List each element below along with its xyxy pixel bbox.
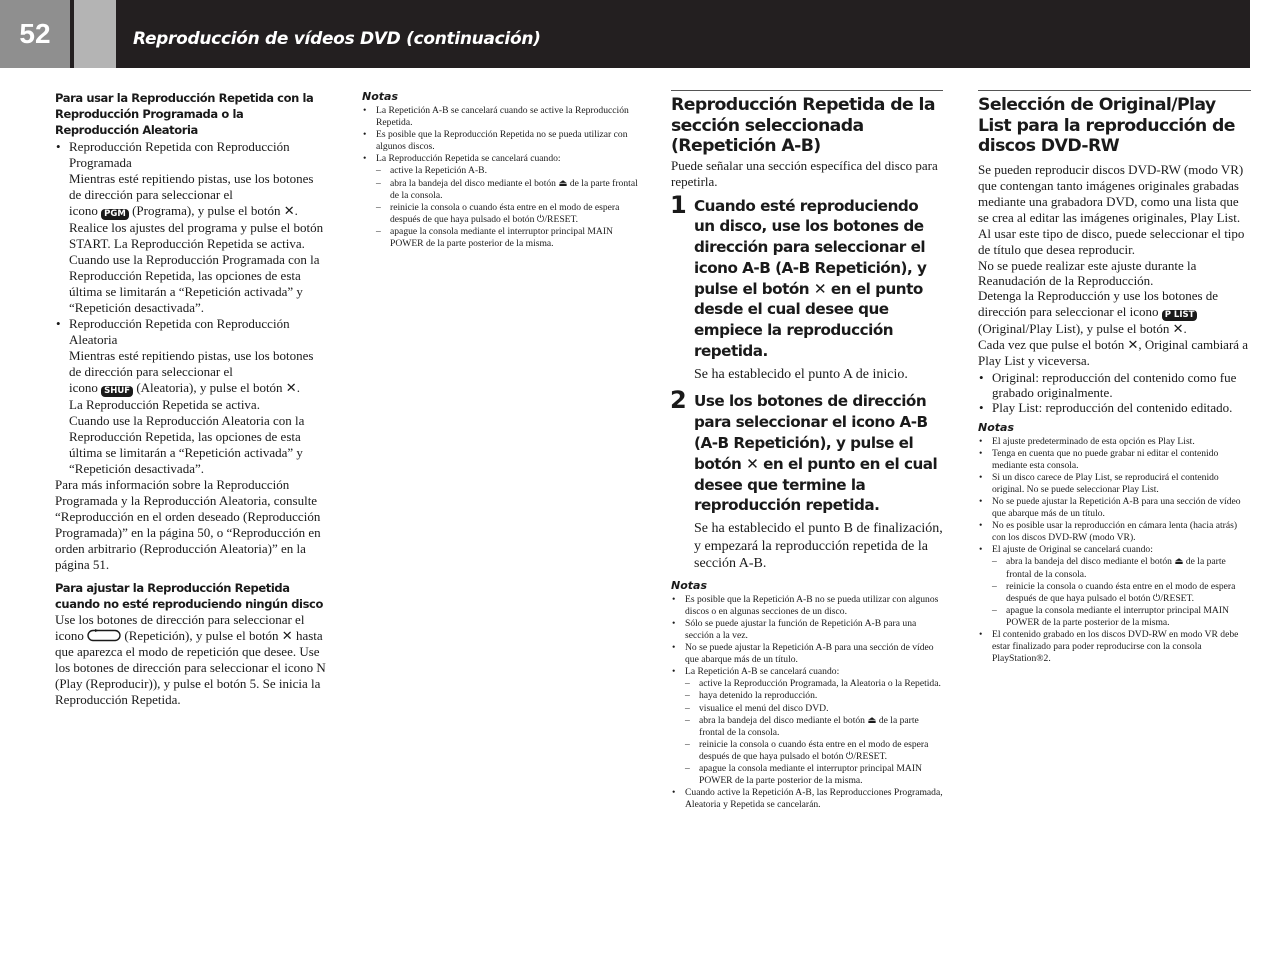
list-item-text: Mientras esté repitiendo pistas, use los botones de dirección para seleccionar el — [69, 348, 314, 379]
note-item: – visualice el menú del disco DVD. — [671, 703, 943, 715]
column-3 — [671, 90, 943, 811]
subheading-repeat-no-disc: Para ajustar la Reproducción Repetida cuando no esté reproduciendo ningún disco — [55, 581, 323, 611]
step-instruction: Use los botones de dirección para seleccionar el icono A-B (A-B Repetición), y pulse el botón ✕ en el punto en el cual desee que termine la reproducción repetida. — [694, 392, 938, 515]
notes-heading: Notas — [671, 578, 707, 592]
list-item: • Original: reproducción del contenido como fue grabado originalmente. — [978, 370, 1251, 400]
header-tab-decoration — [74, 0, 116, 68]
note-item: – active la Repetición A-B. — [362, 165, 638, 177]
mode-list — [978, 370, 1251, 415]
step-result: Se ha establecido el punto A de inicio. — [694, 366, 908, 382]
note-item: • La Reproducción Repetida se cancelará cuando: — [362, 153, 638, 165]
column-4 — [978, 90, 1251, 665]
notes-heading: Notas — [362, 90, 398, 103]
note-item: • El ajuste predeterminado de esta opción es Play List. — [978, 436, 1251, 448]
note-item: – abra la bandeja del disco mediante el botón ⏏ de la parte frontal de la consola. — [978, 556, 1251, 580]
repeat-no-disc-paragraph: Use los botones de dirección para seleccionar el icono (Repetición), y pulse el botón ✕ hasta que aparezca el modo de repetición que desee. Use los botones de dirección para seleccionar el icono N (Play (Reproducir)), y pulse el botón 5. Se inicia la Reproducción Repetida. — [55, 612, 326, 707]
section-title-ab-repeat: Reproducción Repetida de la sección seleccionada (Repetición A-B) — [671, 95, 935, 156]
notes-list — [362, 105, 638, 250]
note-item: • No se puede ajustar la Repetición A-B para una sección de vídeo que abarque más de un título. — [671, 642, 943, 666]
paragraph: Cada vez que pulse el botón ✕, Original cambiará a Play List y viceversa. — [978, 336, 1249, 368]
paragraph: No se puede realizar este ajuste durante la Reanudación de la Reproducción. — [978, 257, 1197, 288]
notes-list — [671, 594, 943, 812]
page-number: 52 — [0, 0, 70, 68]
note-item: • No se puede ajustar la Repetición A-B para una sección de vídeo que abarque más de un título. — [978, 496, 1251, 520]
note-item: • El ajuste de Original se cancelará cuando: — [978, 544, 1251, 556]
note-item: – active la Reproducción Programada, la Aleatoria o la Repetida. — [671, 678, 943, 690]
paragraph: Se pueden reproducir discos DVD-RW (modo VR) que contengan tanto imágenes originales grabadas mediante una grabadora DVD, como una lista que se crea al editar las imágenes originales, Play List. Al usar este tipo de disco, puede seleccionar el tipo de título que desea reproducir. — [978, 161, 1245, 257]
step-1 — [670, 190, 943, 384]
notes-list — [978, 436, 1251, 666]
notes-heading: Notas — [978, 420, 1014, 434]
page-title: Reproducción de vídeos DVD (continuación) — [133, 29, 541, 49]
note-item: • No es posible usar la reproducción en cámara lenta (hacia atrás) con los discos DVD-RW (modo VR). — [978, 520, 1251, 544]
list-item-text: Cuando use la Reproducción Aleatoria con la Reproducción Repetida, las opciones de esta última se limitarán a “Repetición activada” y “Repetición desactivada”. — [69, 413, 305, 476]
note-item: • Es posible que la Repetición A-B no se pueda utilizar con algunos discos o en algunas secciones de un disco. — [671, 594, 943, 618]
paragraph: Detenga la Reproducción y use los botones de dirección para seleccionar el icono P LIST (Original/Play List), y pulse el botón ✕. — [978, 287, 1219, 336]
section-intro: Puede señalar una sección específica del disco para repetirla. — [671, 157, 938, 189]
more-info-paragraph: Para más información sobre la Reproducción Programada y la Reproducción Aleatoria, consulte “Reproducción en el orden deseado (Reproducción Programada)” en la página 50, o “Reproducción en orden arbitrario (Reproducción Aleatoria)” en la página 51. — [55, 477, 321, 572]
step-result: Se ha establecido el punto B de finalización, y empezará la reproducción repetida de la sección A-B. — [694, 521, 943, 572]
list-item-title: • Reproducción Repetida con Reproducción Aleatoria — [69, 316, 290, 347]
note-item: – apague la consola mediante el interruptor principal MAIN POWER de la parte posterior de la misma. — [362, 226, 638, 250]
list-item-text: icono SHUF (Aleatoria), y pulse el botón ✕. — [69, 380, 300, 396]
repeat-mode-list — [55, 139, 327, 477]
pgm-icon: PGM — [101, 209, 129, 220]
subheading-repeat-program-shuffle: Para usar la Reproducción Repetida con la Reproducción Programada o la Reproducción Aleatoria — [55, 91, 314, 137]
list-item-repeat-program — [55, 139, 327, 316]
list-item: • Play List: reproducción del contenido editado. — [978, 400, 1251, 415]
note-item: – reinicie la consola o cuando ésta entre en el modo de espera después de que haya pulsado el botón ⏻/RESET. — [671, 739, 943, 763]
list-item-repeat-shuffle — [55, 316, 327, 477]
list-item-text: Mientras esté repitiendo pistas, use los botones de dirección para seleccionar el — [69, 171, 314, 202]
note-item: • Sólo se puede ajustar la función de Repetición A-B para una sección a la vez. — [671, 618, 943, 642]
column-2 — [362, 90, 638, 250]
plist-icon: P LIST — [1162, 310, 1198, 321]
list-item-text: Cuando use la Reproducción Programada con la Reproducción Repetida, las opciones de esta última se limitarán a “Repetición activada” y “Repetición desactivada”. — [69, 252, 320, 315]
page-header — [0, 0, 1250, 68]
section-rule — [671, 90, 943, 91]
list-item-text: La Reproducción Repetida se activa. — [69, 397, 260, 412]
note-item: • La Repetición A-B se cancelará cuando se active la Reproducción Repetida. — [362, 105, 638, 129]
list-item-text: Realice los ajustes del programa y pulse el botón START. La Reproducción Repetida se activa. — [69, 220, 324, 251]
section-rule — [978, 90, 1251, 91]
step-number: 1 — [670, 190, 687, 219]
step-number: 2 — [670, 386, 687, 415]
note-item: • Si un disco carece de Play List, se reproducirá el contenido original. No se puede seleccionar Play List. — [978, 472, 1251, 496]
note-item: • Cuando active la Repetición A-B, las Reproducciones Programada, Aleatoria y Repetida se cancelarán. — [671, 787, 943, 811]
list-item-text: icono PGM (Programa), y pulse el botón ✕. — [69, 203, 298, 219]
note-item: • La Repetición A-B se cancelará cuando: — [671, 666, 943, 678]
section-title-original-playlist: Selección de Original/Play List para la reproducción de discos DVD-RW — [978, 95, 1235, 156]
note-item: – reinicie la consola o cuando ésta entre en el modo de espera después de que haya pulsado el botón ⏻/RESET. — [362, 202, 638, 226]
note-item: – apague la consola mediante el interruptor principal MAIN POWER de la parte posterior de la misma. — [978, 605, 1251, 629]
column-1 — [55, 90, 327, 708]
note-item: – abra la bandeja del disco mediante el botón ⏏ de la parte frontal de la consola. — [671, 715, 943, 739]
note-item: – apague la consola mediante el interruptor principal MAIN POWER de la parte posterior de la misma. — [671, 763, 943, 787]
list-item-title: • Reproducción Repetida con Reproducción Programada — [69, 139, 290, 170]
note-item: • Es posible que la Reproducción Repetida no se pueda utilizar con algunos discos. — [362, 129, 638, 153]
note-item: – abra la bandeja del disco mediante el botón ⏏ de la parte frontal de la consola. — [362, 178, 638, 202]
note-item: • Tenga en cuenta que no puede grabar ni editar el contenido mediante esta consola. — [978, 448, 1251, 472]
repeat-icon — [87, 629, 121, 642]
step-instruction: Cuando esté reproduciendo un disco, use los botones de dirección para seleccionar el icono A-B (A-B Repetición), y pulse el botón ✕ en el punto desde el cual desee que empiece la reproducción repetida. — [694, 196, 927, 361]
shuf-icon: SHUF — [101, 386, 133, 397]
note-item: • El contenido grabado en los discos DVD-RW en modo VR debe estar finalizado para poder reproducirse con la consola PlayStation®2. — [978, 629, 1251, 665]
step-2 — [670, 386, 943, 572]
note-item: – haya detenido la reproducción. — [671, 690, 943, 702]
note-item: – reinicie la consola o cuando ésta entre en el modo de espera después de que haya pulsado el botón ⏻/RESET. — [978, 581, 1251, 605]
